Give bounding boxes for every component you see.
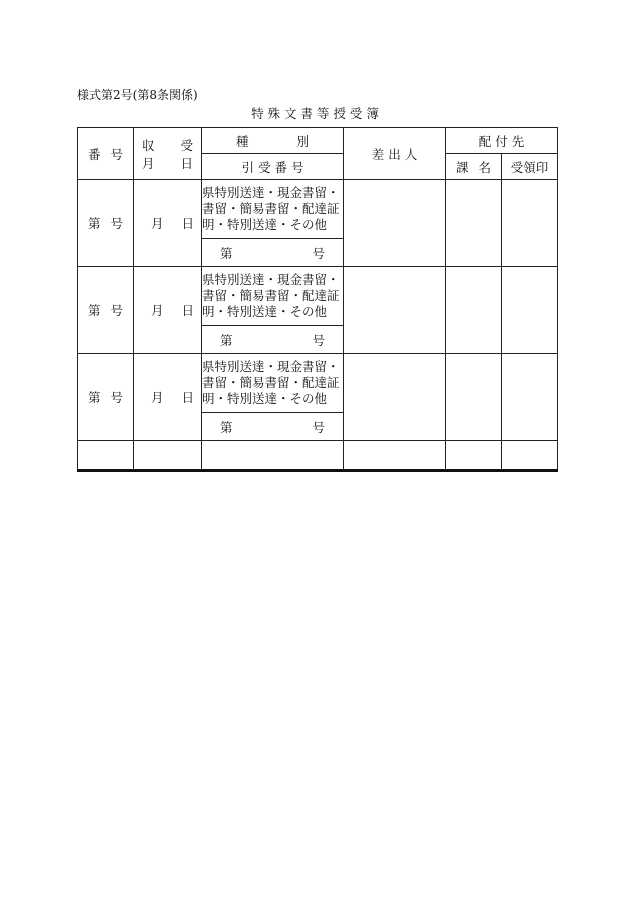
header-delivery: 配 付 先	[446, 128, 558, 154]
row-date: 月 日	[134, 354, 202, 441]
row-number: 第 号	[78, 354, 134, 441]
document-title: 特 殊 文 書 等 授 受 簿	[251, 106, 379, 121]
header-type: 種 別	[202, 128, 344, 154]
row-section	[446, 354, 502, 441]
header-sender: 差 出 人	[344, 128, 446, 180]
row-sender	[344, 180, 446, 267]
row-section	[446, 180, 502, 267]
row-sender	[344, 354, 446, 441]
header-number: 番 号	[78, 128, 134, 180]
header-received: 収 受 月 日	[134, 128, 202, 180]
row-reg-number: 第 号	[202, 239, 344, 267]
empty-cell	[134, 441, 202, 471]
header-section: 課 名	[446, 154, 502, 180]
form-number: 様式第2号(第8条関係)	[77, 88, 198, 102]
row-receipt-seal	[502, 267, 558, 354]
ledger-table	[77, 127, 558, 472]
row-date: 月 日	[134, 267, 202, 354]
row-reg-number: 第 号	[202, 326, 344, 354]
row-section	[446, 267, 502, 354]
empty-cell	[78, 441, 134, 471]
row-reg-number: 第 号	[202, 413, 344, 441]
row-type-list: 県特別送達・現金書留・ 書留・簡易書留・配達証 明・特別送達・その他	[202, 180, 344, 239]
row-number: 第 号	[78, 267, 134, 354]
empty-cell	[502, 441, 558, 471]
row-number: 第 号	[78, 180, 134, 267]
empty-cell	[202, 441, 344, 471]
header-reg-number: 引 受 番 号	[202, 154, 344, 180]
header-receipt-seal: 受領印	[502, 154, 558, 180]
row-date: 月 日	[134, 180, 202, 267]
empty-cell	[344, 441, 446, 471]
empty-cell	[446, 441, 502, 471]
row-type-list: 県特別送達・現金書留・ 書留・簡易書留・配達証 明・特別送達・その他	[202, 354, 344, 413]
row-type-list: 県特別送達・現金書留・ 書留・簡易書留・配達証 明・特別送達・その他	[202, 267, 344, 326]
row-receipt-seal	[502, 354, 558, 441]
row-receipt-seal	[502, 180, 558, 267]
row-sender	[344, 267, 446, 354]
